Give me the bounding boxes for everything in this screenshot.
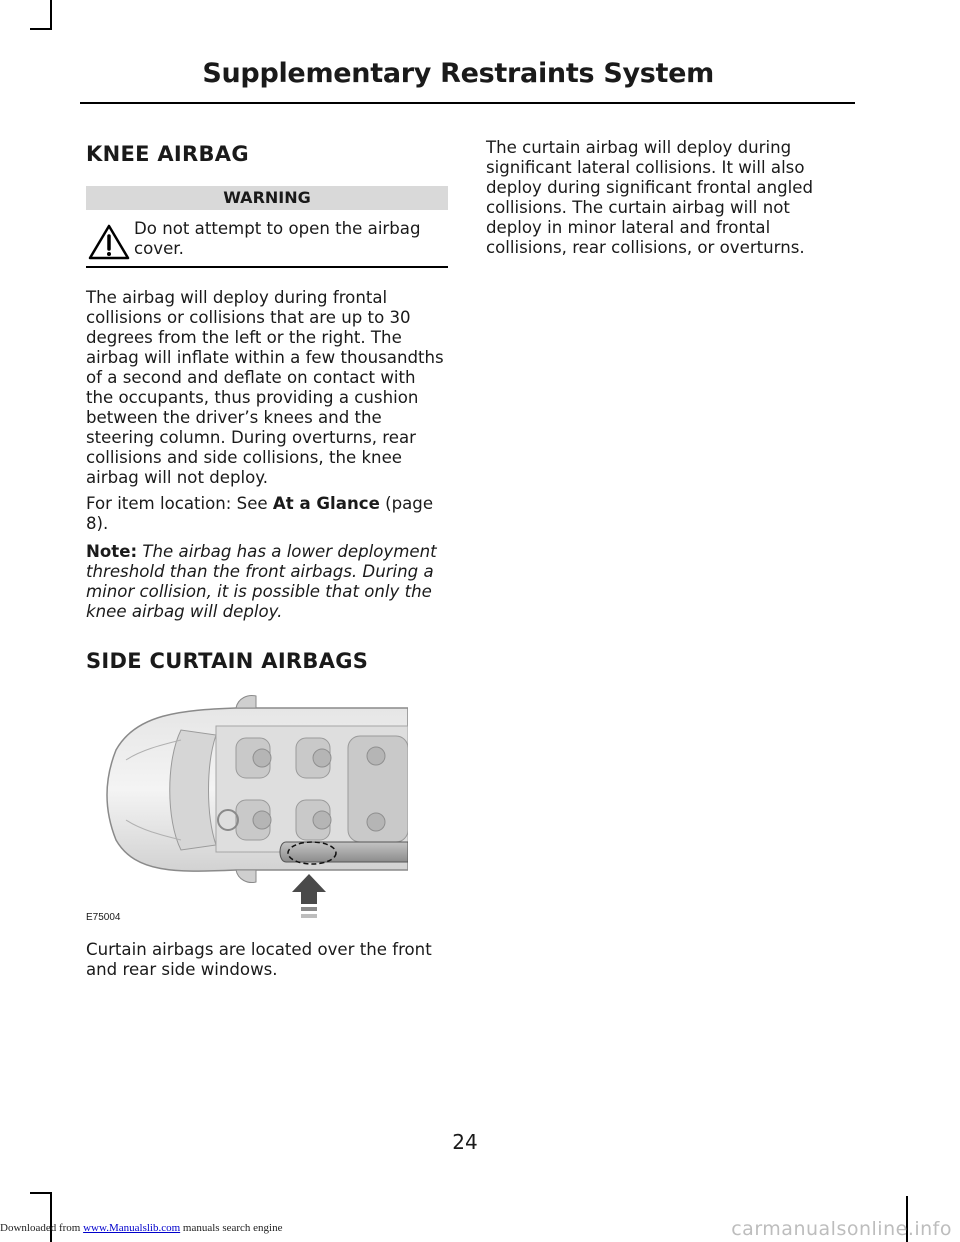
crop-mark-top-left-h bbox=[30, 28, 52, 30]
curtain-airbag-figure bbox=[86, 690, 408, 922]
warning-text: Do not attempt to open the airbag cover. bbox=[134, 219, 421, 258]
curtain-caption: Curtain airbags are located over the front and rear side windows. bbox=[86, 940, 432, 979]
footer-suffix: manuals search engine bbox=[180, 1222, 283, 1234]
footer-download-line bbox=[0, 1222, 282, 1234]
curtain-deploy-paragraph: The curtain airbag will deploy during significant lateral collisions. It will also deploy during significant frontal angled collisions. The curtain airbag will not deploy in minor lateral and frontal collisions, rear collisions, or overturns. bbox=[486, 138, 813, 257]
manualslib-link[interactable]: www.Manualslib.com bbox=[83, 1222, 181, 1234]
footer-prefix: Downloaded from bbox=[0, 1222, 84, 1234]
warning-triangle-icon bbox=[88, 224, 130, 264]
crop-mark-bottom-left-h bbox=[30, 1192, 52, 1194]
knee-airbag-heading: KNEE AIRBAG bbox=[86, 142, 249, 166]
crop-mark-bottom-left-v bbox=[50, 1192, 52, 1242]
location-prefix: For item location: See bbox=[86, 494, 273, 513]
at-a-glance-reference[interactable]: At a Glance bbox=[272, 494, 380, 513]
side-curtain-heading: SIDE CURTAIN AIRBAGS bbox=[86, 649, 369, 673]
location-suffix: (page 8). bbox=[86, 494, 434, 533]
crop-mark-top-left-v bbox=[50, 0, 52, 30]
warning-label: WARNING bbox=[86, 186, 448, 210]
page-number: 24 bbox=[452, 1130, 478, 1154]
figure-code: E75004 bbox=[86, 912, 121, 923]
item-location-line bbox=[86, 494, 448, 534]
note-paragraph bbox=[86, 542, 448, 622]
note-text: The airbag has a lower deployment threshold than the front airbags. During a minor collision, it is possible that only the knee airbag will deploy. bbox=[86, 542, 437, 621]
warning-rule bbox=[86, 266, 448, 268]
knee-airbag-paragraph: The airbag will deploy during frontal collisions or collisions that are up to 30 degrees from the left or the right. The airbag will inflate within a few thousandths of a second and deflate on contact with the occupants, thus providing a cushion between the driver’s knees and the steering column. During overturns, rear collisions and side collisions, the knee airbag will not deploy. bbox=[86, 288, 444, 487]
page-header-title: Supplementary Restraints System bbox=[202, 58, 714, 89]
header-rule bbox=[80, 102, 855, 104]
note-label: Note: bbox=[86, 542, 138, 561]
up-arrow-icon bbox=[290, 872, 328, 924]
watermark: carmanualsonline.info bbox=[731, 1218, 952, 1240]
